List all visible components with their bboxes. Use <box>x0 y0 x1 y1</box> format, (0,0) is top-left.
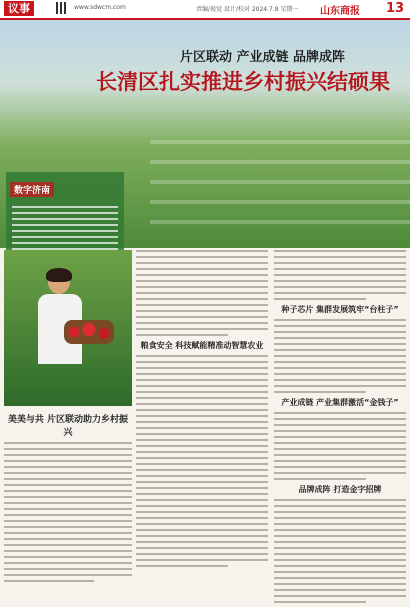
field-row <box>150 200 410 204</box>
text-column-2 <box>136 250 268 571</box>
field-row <box>150 180 410 184</box>
strawberry-tray <box>64 320 114 344</box>
text-column-1 <box>4 410 132 586</box>
newspaper-name: 山东商报 <box>320 6 360 17</box>
site-url: www.sdwcm.com <box>74 4 126 11</box>
farmer-photo <box>4 250 132 406</box>
article-subhead: 片区联动 产业成链 品牌成阵 <box>180 50 346 65</box>
field-row <box>150 160 410 164</box>
masthead <box>0 0 410 20</box>
page-number: 13 <box>386 1 405 16</box>
section-heading: 美美与共 片区联动助力乡村振兴 <box>7 415 129 438</box>
section-heading: 粮食安全 科技赋能精准动智慧农业 <box>140 341 264 350</box>
qr-code-icon <box>56 2 68 14</box>
field-row <box>150 140 410 144</box>
field-row <box>150 220 410 224</box>
section-heading: 品牌成阵 打造金字招牌 <box>298 485 382 494</box>
column-logo: 数字济南 <box>10 182 54 197</box>
section-heading: 种子芯片 集群发展筑牢“台柱子” <box>281 305 399 314</box>
edition-meta: 责编/视觉 设计/校对 2024.7.8 星期一 <box>196 6 299 13</box>
article-headline: 长清区扎实推进乡村振兴结硕果 <box>96 70 390 94</box>
section-heading: 产业成链 产业集群激活“金钱子” <box>281 398 399 407</box>
text-column-3 <box>274 250 406 607</box>
section-label: 议事 <box>4 1 34 16</box>
